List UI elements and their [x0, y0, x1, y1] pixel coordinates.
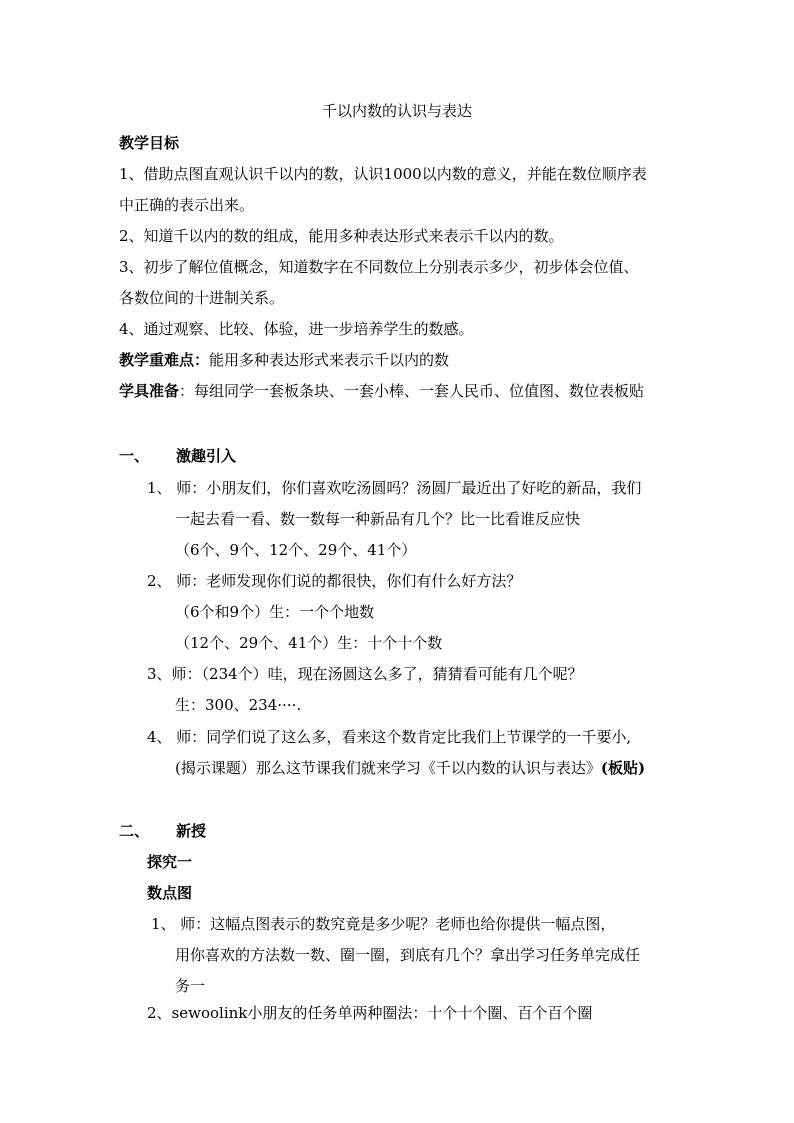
section-line: 1、 师：这幅点图表示的数究竟是多少呢？老师也给你提供一幅点图，: [151, 915, 616, 933]
section-line: 务一: [175, 977, 206, 995]
materials-label: 学具准备: [119, 382, 180, 400]
subsection-heading: 数点图: [147, 884, 193, 902]
goal-line: 1、借助点图直观认识千以内的数，认识1000以内数的意义，并能在数位顺序表: [119, 165, 647, 183]
goal-line: 2、知道千以内的数的组成，能用多种表达形式来表示千以内的数。: [119, 227, 564, 245]
section-line: 一起去看一看、数一数每一种新品有几个？比一比看谁反应快: [175, 510, 581, 528]
goal-line: 3、初步了解位值概念，知道数字在不同数位上分别表示多少，初步体会位值、: [119, 258, 639, 276]
key-point-text: 能用多种表达形式来表示千以内的数: [209, 351, 450, 369]
key-point-line: [119, 350, 449, 370]
section-line: 用你喜欢的方法数一数、圈一圈，到底有几个？拿出学习任务单完成任: [175, 946, 641, 964]
section-line: 2、sewoolink小朋友的任务单两种圈法：十个十个圈、百个百个圈: [147, 1004, 593, 1022]
section-line: 1、 师：小朋友们，你们喜欢吃汤圆吗？汤圆厂最近出了好吃的新品，我们: [147, 479, 642, 497]
section-number: 二、: [119, 822, 150, 840]
board-label: (板贴): [600, 759, 646, 777]
goal-line: 各数位间的十进制关系。: [119, 289, 285, 307]
goal-line: 4、通过观察、比较、体验，进一步培养学生的数感。: [119, 320, 474, 338]
goals-heading: 教学目标: [119, 134, 180, 152]
subsection-heading: 探究一: [147, 853, 193, 871]
section-line: （12个、29个、41个）生：十个十个数: [175, 634, 443, 652]
section-heading: 激趣引入: [176, 447, 237, 465]
section-line: [175, 758, 645, 778]
section-line: （6个、9个、12个、29个、41个）: [175, 541, 417, 559]
materials-line: [119, 381, 644, 401]
section-number: 一、: [119, 447, 150, 465]
goal-line: 中正确的表示出来。: [119, 196, 255, 214]
section-line: （6个和9个）生：一个个地数: [175, 603, 375, 621]
page-title: 千以内数的认识与表达: [321, 102, 472, 120]
materials-text: ：每组同学一套板条块、一套小棒、一套人民币、位值图、数位表板贴: [179, 382, 645, 400]
section-line: 4、 师：同学们说了这么多，看来这个数肯定比我们上节课学的一千要小,: [147, 728, 632, 746]
section-line: 3、师：（234个）哇，现在汤圆这么多了，猜猜看可能有几个呢？: [147, 665, 583, 683]
section-heading: 新授: [176, 822, 207, 840]
key-point-label: 教学重难点：: [119, 351, 210, 369]
section-line: 生：300、234····.: [175, 696, 302, 714]
section-line: 2、 师：老师发现你们说的都很快，你们有什么好方法？: [147, 572, 522, 590]
section-line-text: (揭示课题）那么这节课我们就来学习《千以内数的认识与表达》: [175, 759, 601, 777]
